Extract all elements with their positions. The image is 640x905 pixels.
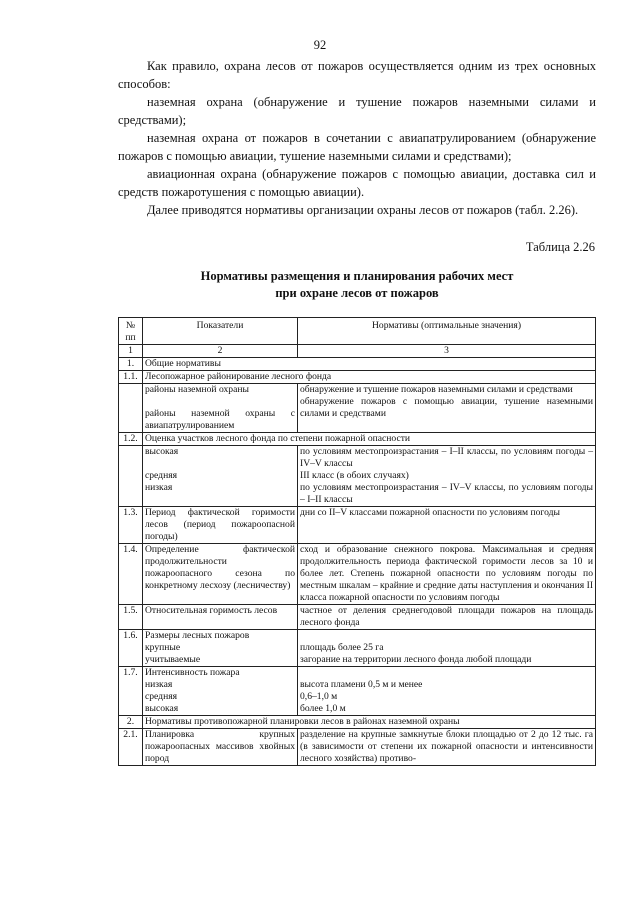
row-number: 1.1. bbox=[119, 371, 143, 384]
table-row bbox=[119, 384, 596, 433]
row-title: Лесопожарное районирование лесного фонда bbox=[143, 371, 596, 384]
norm-value: более 1,0 м bbox=[300, 703, 346, 714]
row-number bbox=[119, 446, 143, 507]
indicator: средняя bbox=[145, 691, 178, 702]
table-row bbox=[119, 630, 596, 667]
norm-value: площадь более 25 га bbox=[300, 642, 384, 653]
indicator: средняя bbox=[145, 470, 178, 481]
paragraph-1: Как правило, охрана лесов от пожаров осуществляется одним из трех основных способов: bbox=[118, 59, 596, 91]
indicator-cell: Планировка крупных пожароопасных массивов хвойных пород bbox=[143, 729, 298, 766]
indicator-cell: Определение фактической продолжительности пожароопасного сезона по конкретному лесхозу (лесничеству) bbox=[143, 544, 298, 605]
column-number-row bbox=[119, 345, 596, 358]
norm-value: по условиям местопроизрастания – IV–V классы, по условиям погоды – I–II классы bbox=[300, 482, 593, 505]
row-number: 1.7. bbox=[119, 667, 143, 716]
indicator: Интенсивность пожара bbox=[145, 667, 240, 678]
row-number: 2.1. bbox=[119, 729, 143, 766]
row-title: Оценка участков лесного фонда по степени пожарной опасности bbox=[143, 433, 596, 446]
body-text bbox=[118, 57, 596, 219]
indicator-cell: Период фактической горимости лесов (период пожароопасной погоды) bbox=[143, 507, 298, 544]
table-row bbox=[119, 446, 596, 507]
row-number: 1.4. bbox=[119, 544, 143, 605]
indicator: низкая bbox=[145, 679, 173, 690]
indicator: учитываемые bbox=[145, 654, 201, 665]
norm-cell bbox=[298, 630, 596, 667]
norm-cell: разделение на крупные замкнутые блоки площадью от 2 до 12 тыс. га (в зависимости от степени их пожарной опасности и интенсивности лесного хозяйства) противо- bbox=[298, 729, 596, 766]
indicator: высокая bbox=[145, 703, 179, 714]
indicator-cell bbox=[143, 667, 298, 716]
table-header-row bbox=[119, 318, 596, 345]
table-row bbox=[119, 716, 596, 729]
indicator-cell: Относительная горимость лесов bbox=[143, 605, 298, 630]
norm-value: по условиям местопроизрастания – I–II классы, по условиям погоды – IV–V классы bbox=[300, 446, 593, 469]
header-num: № пп bbox=[119, 318, 143, 345]
table-row bbox=[119, 729, 596, 766]
table-row bbox=[119, 433, 596, 446]
table-row bbox=[119, 507, 596, 544]
norm-value: обнаружение пожаров с помощью авиации, тушение наземными силами и средствами bbox=[300, 396, 593, 419]
table-title-line2: при охране лесов от пожаров bbox=[275, 286, 439, 300]
indicator-cell bbox=[143, 630, 298, 667]
indicator: высокая bbox=[145, 446, 179, 457]
col-number-3: 3 bbox=[298, 345, 596, 358]
paragraph-2: наземная охрана (обнаружение и тушение пожаров наземными силами и средствами); bbox=[118, 95, 596, 127]
indicator-cell bbox=[143, 446, 298, 507]
norm-cell bbox=[298, 384, 596, 433]
norm-value: высота пламени 0,5 м и менее bbox=[300, 679, 423, 690]
norm-spacer bbox=[300, 630, 593, 642]
table-row bbox=[119, 544, 596, 605]
norm-cell: дни со II–V классами пожарной опасности по условиям погоды bbox=[298, 507, 596, 544]
table-row bbox=[119, 371, 596, 384]
norms-table bbox=[118, 317, 596, 766]
indicator: крупные bbox=[145, 642, 181, 653]
norm-cell: сход и образование снежного покрова. Максимальная и средняя продолжительность периода фактической горимости лесов за 10 и более лет. Степень пожарной опасности по условиям погоды по местным шкалам – крайние и средние даты наступления и окончания II класса пожарной опасности по условиям погоды bbox=[298, 544, 596, 605]
table-row bbox=[119, 358, 596, 371]
indicator: низкая bbox=[145, 482, 173, 493]
norm-cell bbox=[298, 446, 596, 507]
col-number-2: 2 bbox=[143, 345, 298, 358]
col-number-1: 1 bbox=[119, 345, 143, 358]
norm-value: 0,6–1,0 м bbox=[300, 691, 338, 702]
norm-value: загорание на территории лесного фонда любой площади bbox=[300, 654, 532, 665]
norm-value: III класс (в обоих случаях) bbox=[300, 470, 409, 481]
row-number: 1.3. bbox=[119, 507, 143, 544]
indicator: районы наземной охраны bbox=[145, 384, 249, 395]
norm-spacer bbox=[300, 667, 593, 679]
section-title: Общие нормативы bbox=[143, 358, 596, 371]
header-norm: Нормативы (оптимальные значения) bbox=[298, 318, 596, 345]
row-number: 1.5. bbox=[119, 605, 143, 630]
indicator-cell bbox=[143, 384, 298, 433]
table-label: Таблица 2.26 bbox=[525, 240, 595, 254]
page-number: 92 bbox=[313, 38, 327, 52]
indicator: Размеры лесных пожаров bbox=[145, 630, 250, 641]
paragraph-4: авиационная охрана (обнаружение пожаров с помощью авиации, доставка сил и средств пожаротушения с помощью авиации). bbox=[118, 167, 596, 199]
paragraph-5: Далее приводятся нормативы организации охраны лесов от пожаров (табл. 2.26). bbox=[147, 203, 579, 217]
row-number: 1. bbox=[119, 358, 143, 371]
row-number: 1.2. bbox=[119, 433, 143, 446]
row-number: 1.6. bbox=[119, 630, 143, 667]
section-title: Нормативы противопожарной планировки лесов в районах наземной охраны bbox=[143, 716, 596, 729]
header-indicator: Показатели bbox=[143, 318, 298, 345]
row-number: 2. bbox=[119, 716, 143, 729]
paragraph-3: наземная охрана от пожаров в сочетании с авиапатрулированием (обнаружение пожаров с помощью авиации, тушение наземными силами и средствами); bbox=[118, 131, 596, 163]
norm-value: обнаружение и тушение пожаров наземными силами и средствами bbox=[300, 384, 573, 395]
norm-cell: частное от деления среднегодовой площади пожаров на площадь лесного фонда bbox=[298, 605, 596, 630]
indicator: районы наземной охраны с авиапатрулированием bbox=[145, 408, 295, 431]
norm-cell bbox=[298, 667, 596, 716]
table-row bbox=[119, 667, 596, 716]
table-title bbox=[118, 268, 596, 302]
row-number bbox=[119, 384, 143, 433]
table-row bbox=[119, 605, 596, 630]
table-title-line1: Нормативы размещения и планирования рабочих мест bbox=[200, 269, 514, 283]
